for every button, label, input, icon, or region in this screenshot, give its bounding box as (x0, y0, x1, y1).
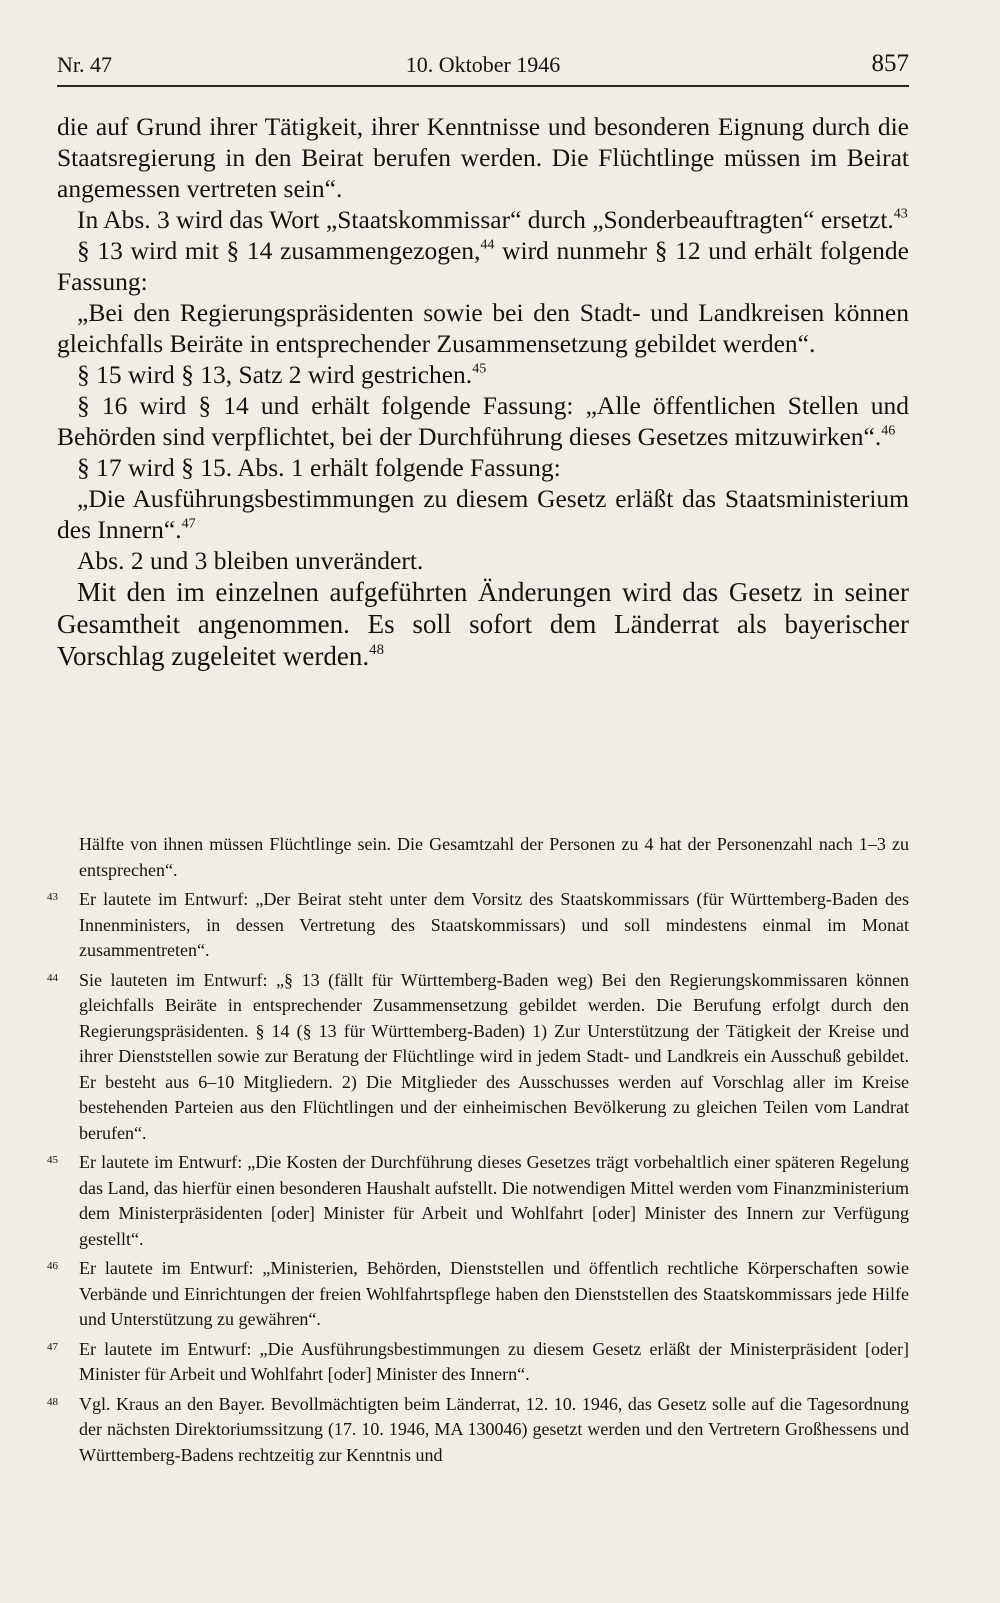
footnotes (47, 832, 909, 1468)
paragraph (57, 204, 909, 235)
paragraph-text: § 16 wird § 14 und erhält folgende Fassung: „Alle öffentlichen Stellen und Behörden sind verpflichtet, bei der Durchführung dieses Gesetzes mitzuwirken“. (57, 391, 909, 451)
paragraph (57, 576, 909, 672)
header-rule (57, 85, 909, 87)
footnote-number: 43 (47, 891, 58, 903)
footnote-text: Sie lauteten im Entwurf: „§ 13 (fällt für Württemberg-Baden weg) Bei den Regierungskommissaren können gleichfalls Beiräte in entsprechender Zusammensetzung gebildet werden. Die Berufung erfolgt durch den Regierungspräsidenten. § 14 (§ 13 für Württemberg-Baden) 1) Zur Unterstützung der Tätigkeit der Kreise und ihrer Dienststellen sowie zur Beratung der Flüchtlinge wird in jedem Stadt- und Landkreis ein Ausschuß gebildet. Er besteht aus 6–10 Mitgliedern. 2) Die Mitglieder des Ausschusses werden auf Vorschlag aller im Kreise bestehenden Parteien aus den Flüchtlingen und der einheimischen Bevölkerung zu gleichen Teilen vom Landrat berufen“. (79, 969, 909, 1143)
footnote-number: 48 (47, 1395, 58, 1408)
main-text (57, 111, 909, 672)
paragraph (57, 483, 909, 545)
paragraph: „Bei den Regierungspräsidenten sowie bei den Stadt- und Landkreisen können gleichfalls Beiräte in entsprechender Zusammensetzung gebildet werden“. (57, 298, 909, 358)
paragraph-text: § 15 wird § 13, Satz 2 wird gestrichen. (77, 360, 473, 389)
footnote-text: Er lautete im Entwurf: „Ministerien, Behörden, Dienststellen und öffentlich rechtliche Körperschaften sowie Verbände und Einrichtungen der freien Wohlfahrtspflege haben den Dienststellen des Staatskommissars jede Hilfe und Unterstützung zu gewähren“. (79, 1258, 909, 1329)
footnote-number: 44 (47, 971, 58, 984)
paragraph-text: In Abs. 3 wird das Wort „Staatskommissar“ durch „Sonderbeauftragten“ ersetzt. (77, 205, 894, 234)
footnote-continuation (57, 832, 909, 883)
paragraph-text: Mit den im einzelnen aufgeführten Änderungen wird das Gesetz in seiner Gesamtheit angenommen. Es soll sofort dem Länderrat als bayerischer Vorschlag zugeleitet werden. (57, 577, 909, 671)
page-number: 857 (871, 50, 909, 77)
footnote-ref: 43 (893, 206, 908, 222)
footnote-number: 45 (47, 1154, 58, 1166)
footnote-48 (47, 1392, 909, 1469)
running-header (57, 48, 909, 84)
paragraph: die auf Grund ihrer Tätigkeit, ihrer Kenntnisse und besonderen Eignung durch die Staatsregierung in den Beirat berufen werden. Die Flüchtlinge müssen im Beirat angemessen vertreten sein“. (57, 112, 909, 203)
header-date: 10. Oktober 1946 (405, 52, 561, 77)
paragraph: Abs. 2 und 3 bleiben unverändert. (77, 546, 424, 575)
paragraph-text: wird nunmehr § 12 und erhält folgende Fassung: (57, 236, 910, 296)
footnote-ref: 47 (181, 516, 196, 532)
footnote-46 (47, 1256, 909, 1333)
footnote-text: Er lautete im Entwurf: „Die Kosten der Durchführung dieses Gesetzes trägt vorbehaltlich einer späteren Regelung das Land, das hierfür einen besonderen Haushalt aufstellt. Die notwendigen Mittel werden vom Finanzministerium dem Ministerpräsidenten [oder] Minister für Arbeit und Wohlfahrt [oder] Minister des Innern zur Verfügung gestellt“. (79, 1152, 909, 1249)
paragraph-text: „Die Ausführungsbestimmungen zu diesem Gesetz erläßt das Staatsministerium des Innern“. (57, 484, 909, 544)
footnote-45 (47, 1150, 909, 1252)
footnote-ref: 45 (472, 361, 487, 377)
footnote-47 (47, 1337, 909, 1388)
footnote-43 (47, 887, 909, 964)
footnote-ref: 46 (881, 423, 896, 439)
footnote-ref: 48 (369, 641, 384, 658)
footnote-text: Er lautete im Entwurf: „Die Ausführungsbestimmungen zu diesem Gesetz erläßt der Ministerpräsident [oder] Minister für Arbeit und Wohlfahrt [oder] Minister des Innern“. (79, 1338, 909, 1384)
footnote-text: Er lautete im Entwurf: „Der Beirat steht unter dem Vorsitz des Staatskommissars (für Württemberg-Baden des Innenministers, in dessen Vertretung des Staatskommissars) und soll mindestens einmal im Monat zusammentreten“. (79, 889, 909, 960)
paragraph-text: § 13 wird mit § 14 zusammengezogen, (77, 236, 481, 265)
paragraph (57, 359, 909, 390)
paragraph: § 17 wird § 15. Abs. 1 erhält folgende Fassung: (77, 453, 561, 482)
footnote-number: 46 (47, 1260, 58, 1272)
paragraph (57, 235, 909, 297)
footnote-number: 47 (47, 1340, 58, 1353)
footnote-text: Hälfte von ihnen müssen Flüchtlinge sein. Die Gesamtzahl der Personen zu 4 hat der Personenzahl nach 1–3 zu entsprechen“. (79, 834, 909, 880)
footnote-text: Vgl. Kraus an den Bayer. Bevollmächtigten beim Länderrat, 12. 10. 1946, das Gesetz solle auf die Tagesordnung der nächsten Direktoriumssitzung (17. 10. 1946, MA 130046) gesetzt werden und den Vertretern Großhessens und Württemberg-Badens rechtzeitig zur Kenntnis und (79, 1393, 909, 1465)
footnote-44 (47, 968, 909, 1147)
paragraph (57, 390, 909, 452)
footnote-ref: 44 (480, 237, 495, 253)
issue-number: Nr. 47 (57, 52, 112, 77)
